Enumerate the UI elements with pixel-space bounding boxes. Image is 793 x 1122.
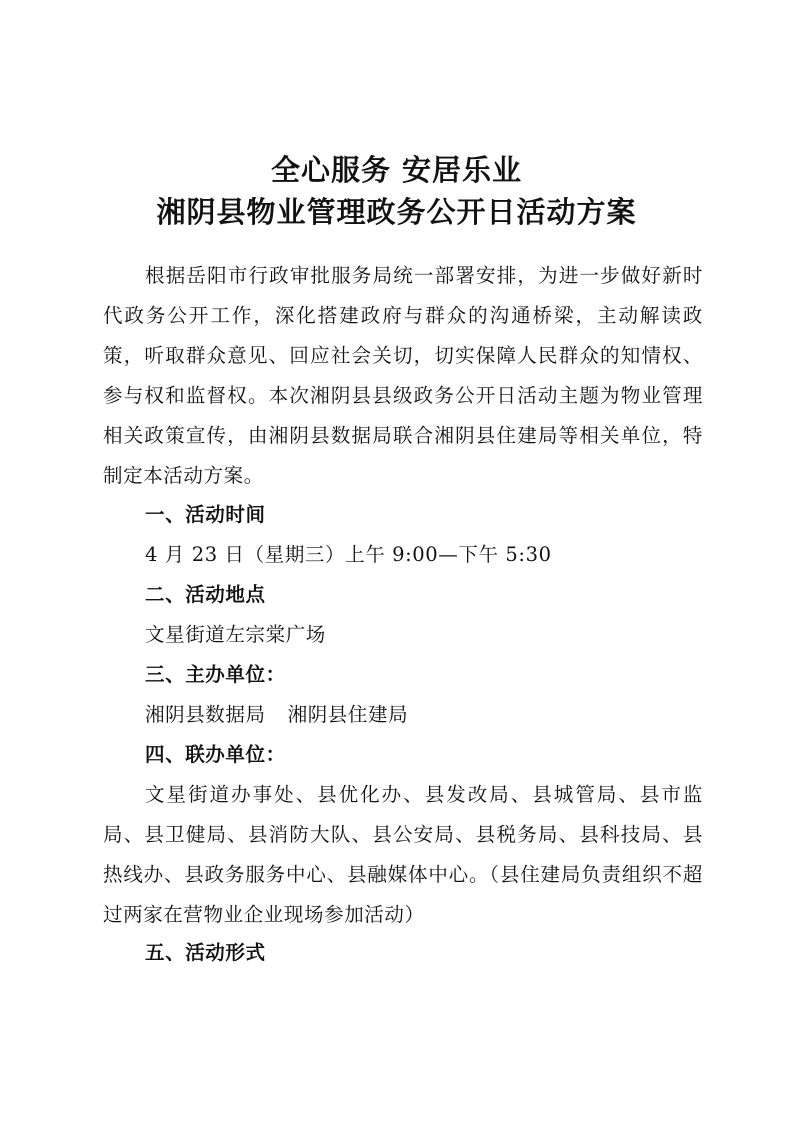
section-content-location: 文星街道左宗棠广场 — [145, 623, 326, 646]
document-title-line1: 全心服务 安居乐业 — [270, 153, 523, 187]
section-heading-time: 一、活动时间 — [145, 503, 266, 526]
intro-paragraph: 根据岳阳市行政审批服务局统一部署安排，为进一步做好新时代政务公开工作，深化搭建政府与群众的沟通桥梁，主动解读政策，听取群众意见、回应社会关切，切实保障人民群众的知情权、参与权和监督权。本次湘阴县县级政务公开日活动主题为物业管理相关政策宣传，由湘阴县数据局联合湘阴县住建局等相关单位，特制定本活动方案。 — [103, 264, 703, 487]
section-heading-form: 五、活动形式 — [145, 941, 266, 964]
section-heading-location: 二、活动地点 — [145, 583, 266, 606]
section-content-co-host: 文星街道办事处、县优化办、县发改局、县城管局、县市监局、县卫健局、县消防大队、县公安局、县税务局、县科技局、县热线办、县政务服务中心、县融媒体中心。（县住建局负责组织不超过两家在营物业企业现场参加活动） — [103, 783, 703, 926]
section-heading-host: 三、主办单位： — [145, 663, 286, 686]
host-unit-data-bureau: 湘阴县数据局 — [145, 703, 266, 726]
section-content-time: 4 月 23 日（星期三）上午 9:00—下午 5:30 — [145, 543, 552, 566]
section-content-host — [145, 700, 408, 730]
host-unit-housing-bureau: 湘阴县住建局 — [287, 703, 409, 726]
document-title-line2: 湘阴县物业管理政务公开日活动方案 — [156, 195, 637, 229]
section-heading-co-host: 四、联办单位： — [145, 743, 286, 766]
